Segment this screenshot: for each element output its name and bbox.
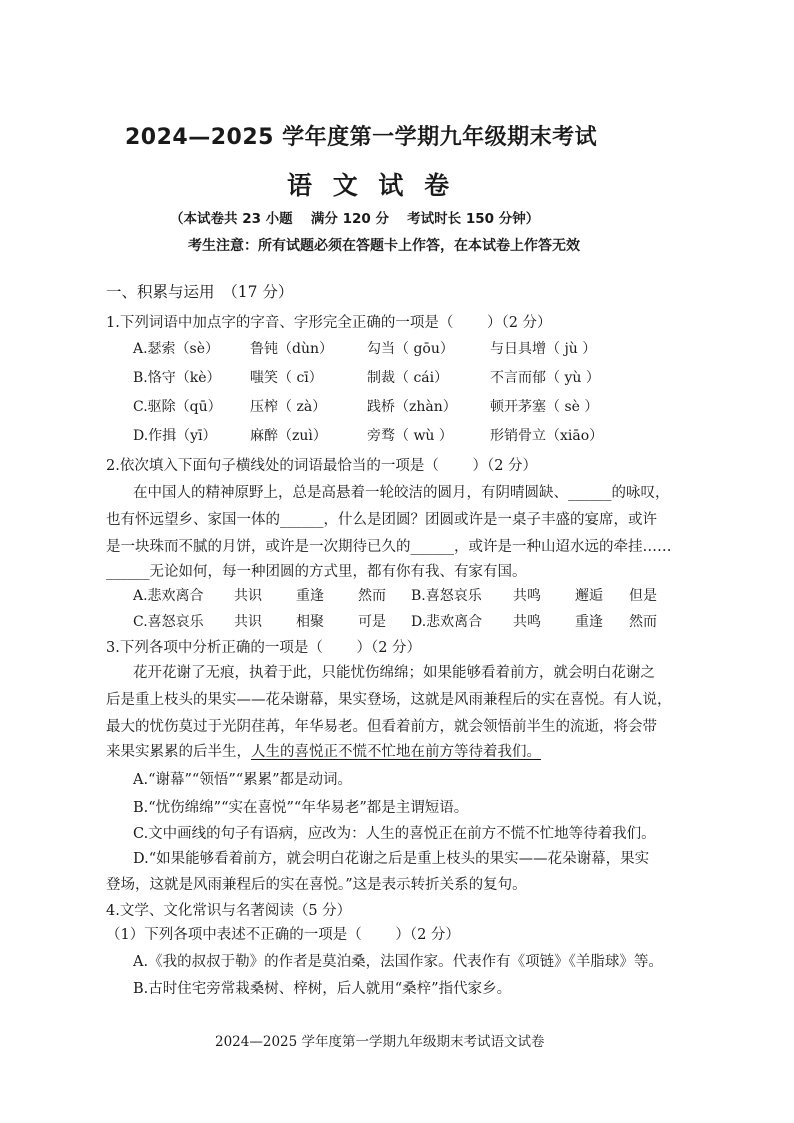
q2-option-cell: 但是 [629,588,657,604]
q2-passage-line [106,535,672,556]
q1-option-cell: 与日具增（ jù ） [490,341,597,357]
q1-option-cell: 鲁钝（dùn） [250,341,333,357]
q1-option-cell: 制裁（ cái） [367,370,449,386]
q1-option-cell: 顿开茅塞（ sè ） [490,399,599,415]
q1-option-cell: 压榨（ zà） [250,399,327,415]
q3-option-d: D.“如果能够看着前方，就会明白花谢之后是重上枝头的果实——花朵谢幕，果实 [133,851,650,867]
exam-notice: 考生注意：所有试题必须在答题卡上作答，在本试卷上作答无效 [188,238,580,254]
q2-option-cell: 共识 [234,614,262,630]
q3-option-d-continued: 登场，这就是风雨兼程后的实在喜悦。”这是表示转折关系的复句。 [106,877,527,893]
q1-option-cell: C.驱除（qū） [133,399,222,415]
q3-text: 来果实累累的后半生， [106,744,251,760]
q2-text: 无论如何，每一种团圆的方式里，都有你有我、有家有国。 [149,564,527,580]
q1-option-cell: 践桥（zhàn） [367,399,457,415]
question-4-stem: 4.文学、文化常识与名著阅读（5 分） [106,903,352,919]
q2-option-cell: 共识 [234,588,262,604]
q3-passage-line: 后是重上枝头的果实——花朵谢幕，果实登场，这就是风雨兼程后的实在喜悦。有人说， [106,692,672,708]
q2-text: ，什么是团圆？团圆或许是一桌子丰盛的宴席，或许 [323,512,657,528]
q2-passage-line [106,560,527,581]
q1-option-cell: 不言而郁（ yù ） [490,370,600,386]
q2-option-cell: A.悲欢离合 [133,588,204,604]
q2-text: 在中国人的精神原野上，总是高悬着一轮皎洁的圆月，有阴晴圆缺、 [133,485,568,501]
question-4-sub1: （1）下列各项中表述不正确的一项是（ ）（2 分） [106,927,460,943]
q1-option-cell: A.瑟索（sè） [133,341,220,357]
fill-blank: ______ [410,539,454,555]
page-footer: 2024—2025 学年度第一学期九年级期末考试语文试卷 [215,1034,545,1050]
q2-option-cell: D.悲欢离合 [411,614,483,630]
question-1-stem: 1.下列词语中加点字的字音、字形完全正确的一项是（ ）（2 分） [106,315,552,331]
q2-option-cell: 可是 [358,614,386,630]
q3-passage-line [106,740,541,761]
q2-passage-line [106,508,657,529]
q2-text: 也有怀远望乡、家国一体的 [106,512,280,528]
q2-text: 是一块珠而不腻的月饼，或许是一次期待已久的 [106,539,411,555]
q1-option-cell: 勾当（ gōu） [367,341,454,357]
q2-option-cell: B.喜怒哀乐 [411,588,482,604]
q1-option-cell: B.恪守（kè） [133,370,221,386]
section-heading: 一、积累与运用 （17 分） [106,283,294,301]
underlined-sentence: 人生的喜悦正不慌不忙地在前方等待着我们。 [251,744,541,760]
q1-option-cell: 旁骛（ wù ） [367,428,453,444]
fill-blank: ______ [106,564,150,580]
q3-passage-line: 花开花谢了无痕，执着于此，只能忧伤绵绵；如果能够看着前方，就会明白花谢之 [133,665,655,681]
q3-option-c: C.文中画线的句子有语病，应改为：人生的喜悦正在前方不慌不忙地等待着我们。 [133,826,656,842]
q2-option-cell: 重逢 [575,614,603,630]
q2-option-cell: C.喜怒哀乐 [133,614,204,630]
exam-info: （本试卷共 23 小题 满分 120 分 考试时长 150 分钟） [170,211,540,227]
q2-passage-line [133,481,670,502]
exam-subtitle: 语 文 试 卷 [287,171,456,200]
q2-option-cell: 相聚 [296,614,324,630]
q4-option-a: A.《我的叔叔于勒》的作者是莫泊桑，法国作家。代表作有《项链》《羊脂球》等。 [133,954,663,970]
q3-option-a: A.“谢幕”“领悟”“累累”都是动词。 [133,772,353,788]
fill-blank: ______ [280,512,324,528]
exam-title: 2024—2025 学年度第一学期九年级期末考试 [125,125,598,150]
q2-option-cell: 然而 [629,614,657,630]
q2-option-cell: 重逢 [296,588,324,604]
q2-text: ，或许是一种山迢水远的牵挂…… [454,539,672,555]
q3-passage-line: 最大的忧伤莫过于光阴荏苒，年华易老。但看着前方，就会领悟前半生的流逝，将会带 [106,719,657,735]
question-3-stem: 3.下列各项中分析正确的一项是（ ）（2 分） [106,640,422,656]
q1-option-cell: 麻醉（zuì） [250,428,327,444]
q2-text: 的咏叹， [611,485,670,501]
q1-option-cell: 嗤笑（ cī） [250,370,323,386]
q2-option-cell: 共鸣 [513,614,541,630]
fill-blank: ______ [568,485,612,501]
q2-option-cell: 共鸣 [513,588,541,604]
q1-option-cell: D.作揖（yī） [133,428,217,444]
q4-option-b: B.古时住宅旁常栽桑树、梓树，后人就用“桑梓”指代家乡。 [133,981,512,997]
q2-option-cell: 邂逅 [575,588,603,604]
q2-option-cell: 然而 [358,588,386,604]
q3-option-b: B.“忧伤绵绵”“实在喜悦”“年华易老”都是主谓短语。 [133,800,469,816]
question-2-stem: 2.依次填入下面句子横线处的词语最恰当的一项是（ ）（2 分） [106,458,538,474]
q1-option-cell: 形销骨立（xiāo） [490,428,604,444]
